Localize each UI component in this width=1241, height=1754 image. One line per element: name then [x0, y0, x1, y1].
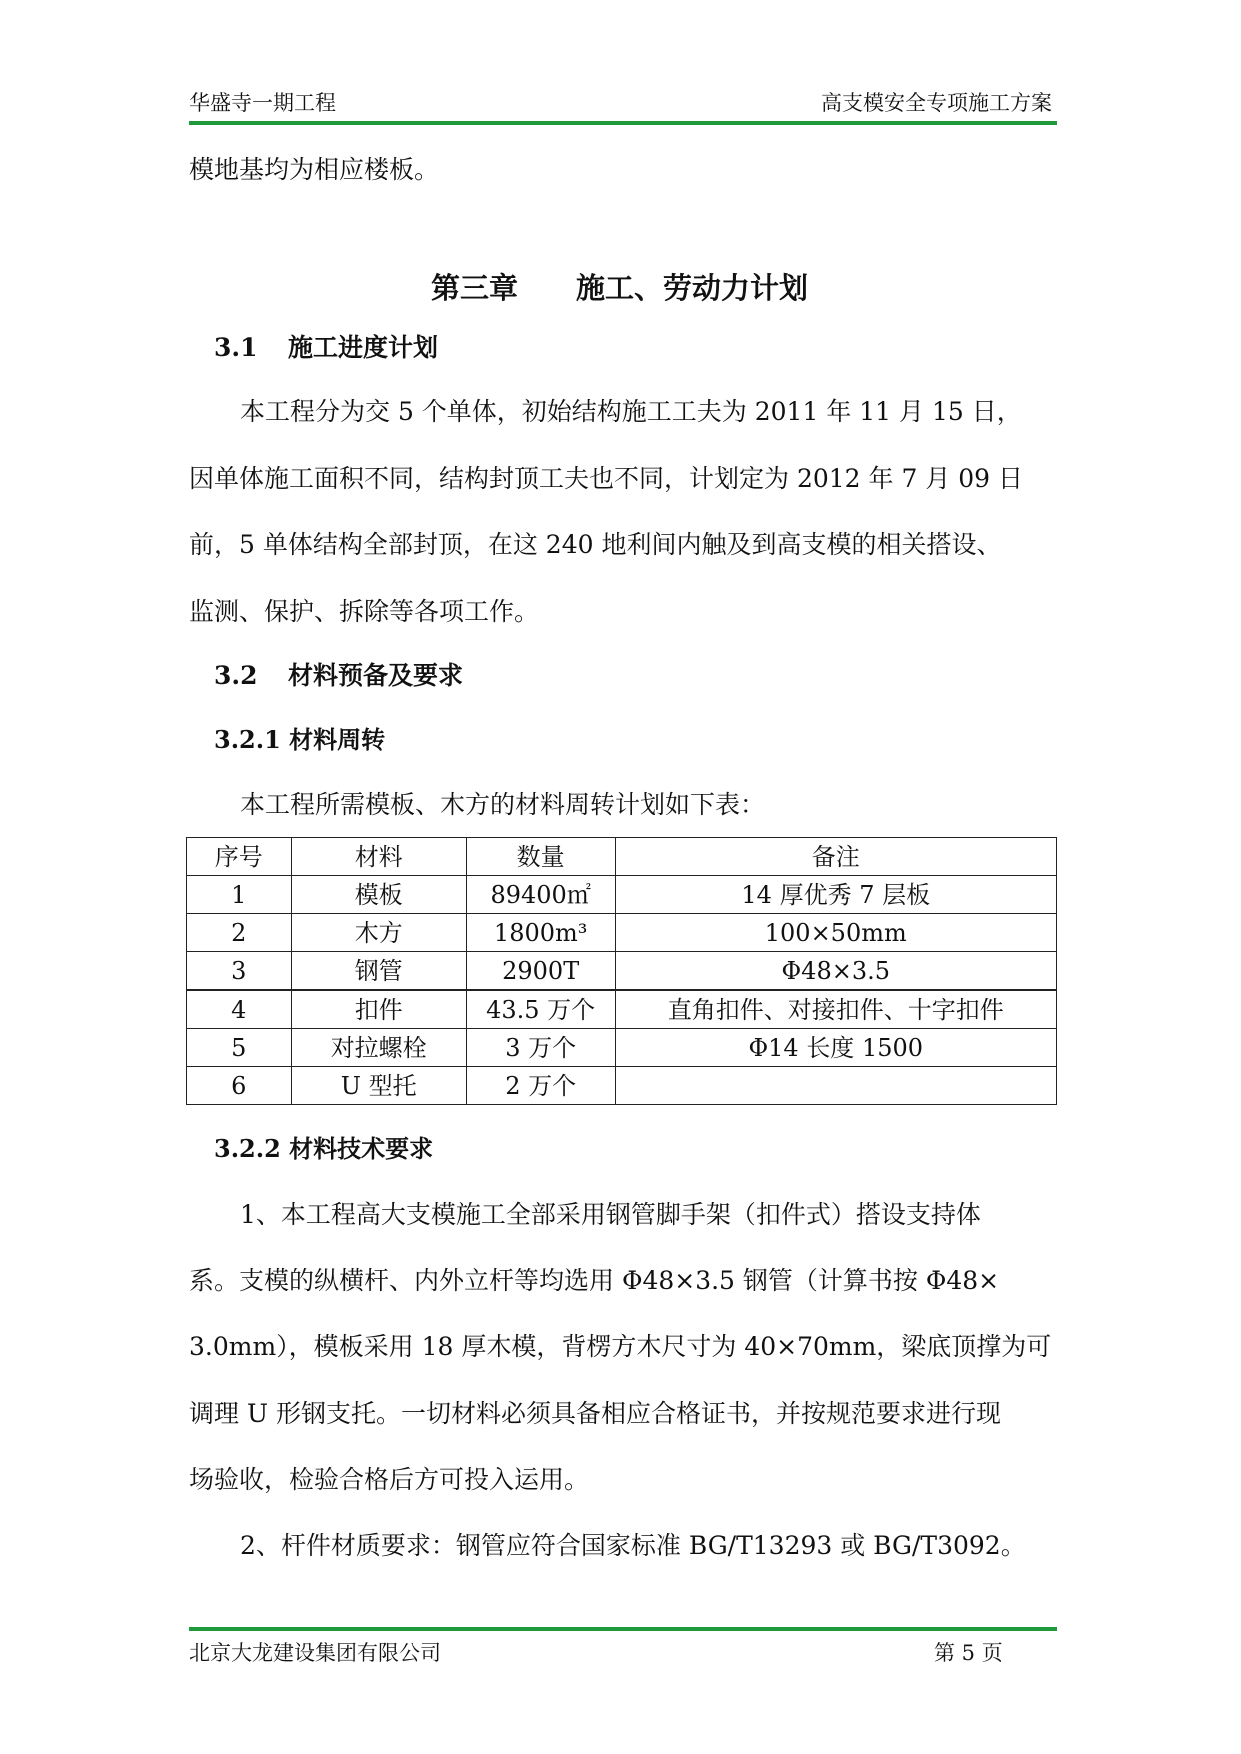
requirement-2-line: 2、杆件材质要求：钢管应符合国家标准 BG/T13293 或 BG/T3092。 [240, 1531, 1026, 1560]
chapter-title: 第三章 施工、劳动力计划 [431, 271, 809, 305]
cell-remarks: 100×50mm [615, 914, 1056, 952]
table-row [187, 914, 1057, 952]
footer-page-number: 第 5 页 [934, 1641, 1003, 1665]
section-3-2-number: 3.2 [214, 661, 258, 690]
material-turnover-table [186, 837, 1057, 1105]
cell-no: 3 [187, 952, 292, 991]
cell-no: 4 [187, 990, 292, 1029]
header-document-title: 高支模安全专项施工方案 [821, 91, 1052, 115]
cell-quantity: 89400㎡ [466, 876, 615, 914]
table-row [187, 876, 1057, 914]
schedule-line-4: 监测、保护、拆除等各项工作。 [189, 597, 540, 626]
table-row [187, 990, 1057, 1029]
cell-remarks [615, 1067, 1056, 1105]
header-cell-no: 序号 [187, 838, 292, 876]
requirement-1-line-4: 调理 U 形钢支托。一切材料必须具备相应合格证书，并按规范要求进行现 [189, 1399, 1001, 1428]
cell-material: U 型托 [291, 1067, 466, 1105]
table-row [187, 952, 1057, 991]
requirement-1-line-1: 1、本工程高大支模施工全部采用钢管脚手架（扣件式）搭设支持体 [240, 1200, 981, 1229]
table-header-row [187, 838, 1057, 876]
schedule-line-1: 本工程分为交 5 个单体，初始结构施工工夫为 2011 年 11 月 15 日， [240, 397, 1022, 426]
footer-company-name: 北京大龙建设集团有限公司 [189, 1641, 441, 1665]
header-cell-quantity: 数量 [466, 838, 615, 876]
section-3-1-number: 3.1 [214, 333, 258, 362]
intro-line: 模地基均为相应楼板。 [189, 155, 440, 184]
cell-no: 5 [187, 1029, 292, 1067]
header-cell-material: 材料 [291, 838, 466, 876]
cell-no: 2 [187, 914, 292, 952]
cell-material: 木方 [291, 914, 466, 952]
table-row [187, 1067, 1057, 1105]
requirement-1-line-5: 场验收，检验合格后方可投入运用。 [189, 1465, 590, 1494]
schedule-line-3: 前，5 单体结构全部封顶，在这 240 地利间内触及到高支模的相关搭设、 [189, 530, 1002, 559]
cell-no: 1 [187, 876, 292, 914]
section-3-2-1-title: 3.2.1 材料周转 [214, 725, 386, 754]
header-rule [189, 121, 1057, 125]
cell-quantity: 3 万个 [466, 1029, 615, 1067]
requirement-1-line-2: 系。支模的纵横杆、内外立杆等均选用 Φ48×3.5 钢管（计算书按 Φ48× [189, 1266, 1000, 1295]
running-header [189, 88, 1055, 118]
requirement-1-line-3: 3.0mm），模板采用 18 厚木模，背楞方木尺寸为 40×70mm，梁底顶撑为可 [189, 1332, 1052, 1361]
table-intro: 本工程所需模板、木方的材料周转计划如下表： [240, 790, 766, 819]
cell-material: 扣件 [291, 990, 466, 1029]
cell-remarks: Φ48×3.5 [615, 952, 1056, 991]
header-project-name: 华盛寺一期工程 [189, 91, 336, 115]
cell-material: 模板 [291, 876, 466, 914]
section-3-2-title: 材料预备及要求 [288, 661, 464, 690]
section-3-1-title: 施工进度计划 [288, 333, 439, 362]
table-row [187, 1029, 1057, 1067]
cell-material: 钢管 [291, 952, 466, 991]
cell-quantity: 43.5 万个 [466, 990, 615, 1029]
header-cell-remarks: 备注 [615, 838, 1056, 876]
cell-no: 6 [187, 1067, 292, 1105]
footer-rule [189, 1627, 1057, 1631]
cell-remarks: 直角扣件、对接扣件、十字扣件 [615, 990, 1056, 1029]
cell-remarks: 14 厚优秀 7 层板 [615, 876, 1056, 914]
cell-material: 对拉螺栓 [291, 1029, 466, 1067]
cell-quantity: 2 万个 [466, 1067, 615, 1105]
cell-remarks: Φ14 长度 1500 [615, 1029, 1056, 1067]
schedule-line-2: 因单体施工面积不同，结构封顶工夫也不同，计划定为 2012 年 7 月 09 日 [189, 464, 1024, 493]
section-3-2-2-title: 3.2.2 材料技术要求 [214, 1134, 434, 1163]
cell-quantity: 1800m³ [466, 914, 615, 952]
cell-quantity: 2900T [466, 952, 615, 991]
